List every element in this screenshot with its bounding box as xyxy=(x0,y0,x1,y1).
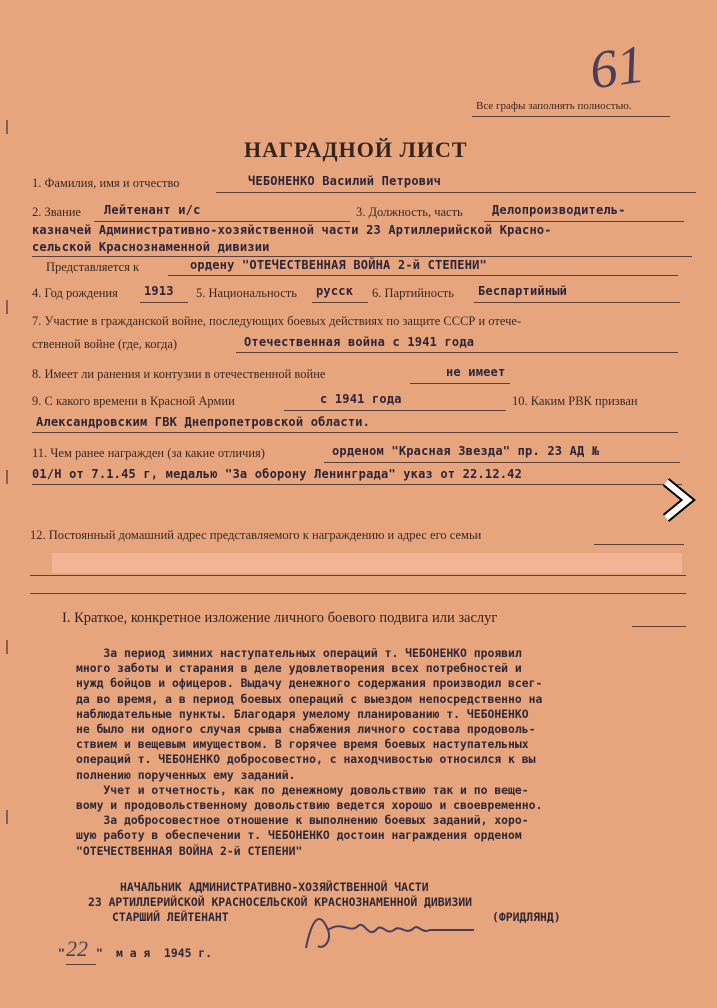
field-2-value: Лейтенант и/с xyxy=(104,203,201,217)
nominated-value: ордену "ОТЕЧЕСТВЕННАЯ ВОЙНА 2-й СТЕПЕНИ" xyxy=(190,258,487,272)
field-2-label: 2. Звание xyxy=(32,205,81,219)
merit-text-line: да во время, а в период боевых операций с выездом непосредственно на xyxy=(76,691,543,706)
date-day: 22 xyxy=(66,936,88,961)
merit-text-line: За период зимних наступательных операций т. ЧЕБОНЕНКО проявил xyxy=(76,646,522,660)
merit-text-line: шую работу в обеспечении т. ЧЕБОНЕНКО достоин награждения орденом xyxy=(76,828,522,843)
merit-text-line: нужд бойцов и офицеров. Выдачу денежного содержания производил всег- xyxy=(76,676,543,691)
punch-mark xyxy=(6,640,13,654)
field-11-value: орденом "Красная Звезда" пр. 23 АД № xyxy=(332,444,600,458)
next-page-button[interactable] xyxy=(660,478,700,522)
field-12-label: 12. Постоянный домашний адрес представляемого к награждению и адрес его семьи xyxy=(30,528,482,542)
punch-mark xyxy=(6,470,13,484)
date-quote-open: " xyxy=(58,946,65,960)
redacted-address xyxy=(52,553,682,573)
chevron-right-icon xyxy=(660,478,700,522)
page-title: НАГРАДНОЙ ЛИСТ xyxy=(244,137,468,162)
field-10-label: 10. Каким РВК призван xyxy=(512,394,638,408)
field-10-value: Александровским ГВК Днепропетровской области. xyxy=(36,415,371,429)
field-7-value: Отечественная война с 1941 года xyxy=(244,335,475,349)
field-3-value: Делопроизводитель- xyxy=(492,203,626,217)
signature-line-2: 23 АРТИЛЛЕРИЙСКОЙ КРАСНОСЕЛЬСКОЙ КРАСНОЗНАМЕННОЙ ДИВИЗИИ xyxy=(88,895,473,909)
field-11-label: 11. Чем ранее награжден (за какие отличия) xyxy=(32,446,265,460)
merit-text-line: много заботы и старания в деле удовлетворения всех потребностей и xyxy=(76,661,522,676)
field-8-value: не имеет xyxy=(446,365,506,379)
signature-line-3: СТАРШИЙ ЛЕЙТЕНАНТ xyxy=(112,910,229,924)
merit-description xyxy=(76,646,542,859)
field-3-value-line-2: казначей Административно-хозяйственной части 23 Артиллерийской Красно- xyxy=(32,223,552,237)
field-8-label: 8. Имеет ли ранения и контузии в отечественной войне xyxy=(32,367,326,381)
merit-text-line: наблюдательные пункты. Благодаря умелому планированию т. ЧЕБОНЕНКО xyxy=(76,706,529,721)
field-5-label: 5. Национальность xyxy=(196,286,297,300)
fill-note: Все графы заполнять полностью. xyxy=(476,100,632,112)
field-5-value: русск xyxy=(316,284,354,298)
field-3-value-line-3: сельской Краснознаменной дивизии xyxy=(32,240,270,254)
merit-text-line: За добросовестное отношение к выполнению боевых заданий, хоро- xyxy=(76,813,529,828)
field-4-value: 1913 xyxy=(144,284,174,298)
field-4-label: 4. Год рождения xyxy=(32,286,118,300)
punch-mark xyxy=(6,120,13,134)
merit-text-line: полнению порученных ему заданий. xyxy=(76,767,296,782)
punch-mark xyxy=(6,810,13,824)
section-divider xyxy=(30,593,686,594)
merit-text-line: Учет и отчетность, как по денежному довольствию так и по веще- xyxy=(76,782,529,797)
date-rest: м а я 1945 г. xyxy=(116,946,213,960)
field-1-label: 1. Фамилия, имя и отчество xyxy=(32,176,180,190)
merit-text-line: "ОТЕЧЕСТВЕННАЯ ВОЙНА 2-й СТЕПЕНИ" xyxy=(76,843,303,858)
field-1-value: ЧЕБОНЕНКО Василий Петрович xyxy=(248,174,442,188)
merit-text-line: вому и продовольственному довольствию ведется хорошо и своевременно. xyxy=(76,798,543,813)
field-7-label: 7. Участие в гражданской войне, последующих боевых действиях по защите СССР и отече- xyxy=(32,314,522,328)
section-heading: I. Краткое, конкретное изложение личного боевого подвига или заслуг xyxy=(62,610,498,626)
merit-text-line: операций т. ЧЕБОНЕНКО добросовестно, с находчивостью относился к вы xyxy=(76,752,536,767)
field-7-label-line-2: ственной войне (где, когда) xyxy=(32,337,178,351)
signature-name: (ФРИДЛЯНД) xyxy=(492,910,561,924)
merit-text-line: ствием и вещевым имуществом. В горячее время боевых наступательных xyxy=(76,737,529,752)
field-6-value: Беспартийный xyxy=(478,284,568,298)
punch-mark xyxy=(6,300,13,314)
signature-line-1: НАЧАЛЬНИК АДМИНИСТРАТИВНО-ХОЗЯЙСТВЕННОЙ ЧАСТИ xyxy=(120,880,429,894)
field-9-label: 9. С какого времени в Красной Армии xyxy=(32,394,235,408)
field-11-value-line-2: 01/Н от 7.1.45 г, медалью "За оборону Ленинграда" указ от 22.12.42 xyxy=(32,467,523,481)
field-6-label: 6. Партийность xyxy=(372,286,454,300)
field-3-label: 3. Должность, часть xyxy=(356,205,463,219)
date-quote-close: " xyxy=(96,946,103,960)
handwritten-signature xyxy=(298,900,488,960)
nominated-label: Представляется к xyxy=(46,260,140,274)
page-number: 61 xyxy=(586,33,648,101)
field-9-value: с 1941 года xyxy=(320,392,402,406)
merit-text-line: не было ни одного случая срыва снабжения личного состава продоволь- xyxy=(76,722,536,737)
